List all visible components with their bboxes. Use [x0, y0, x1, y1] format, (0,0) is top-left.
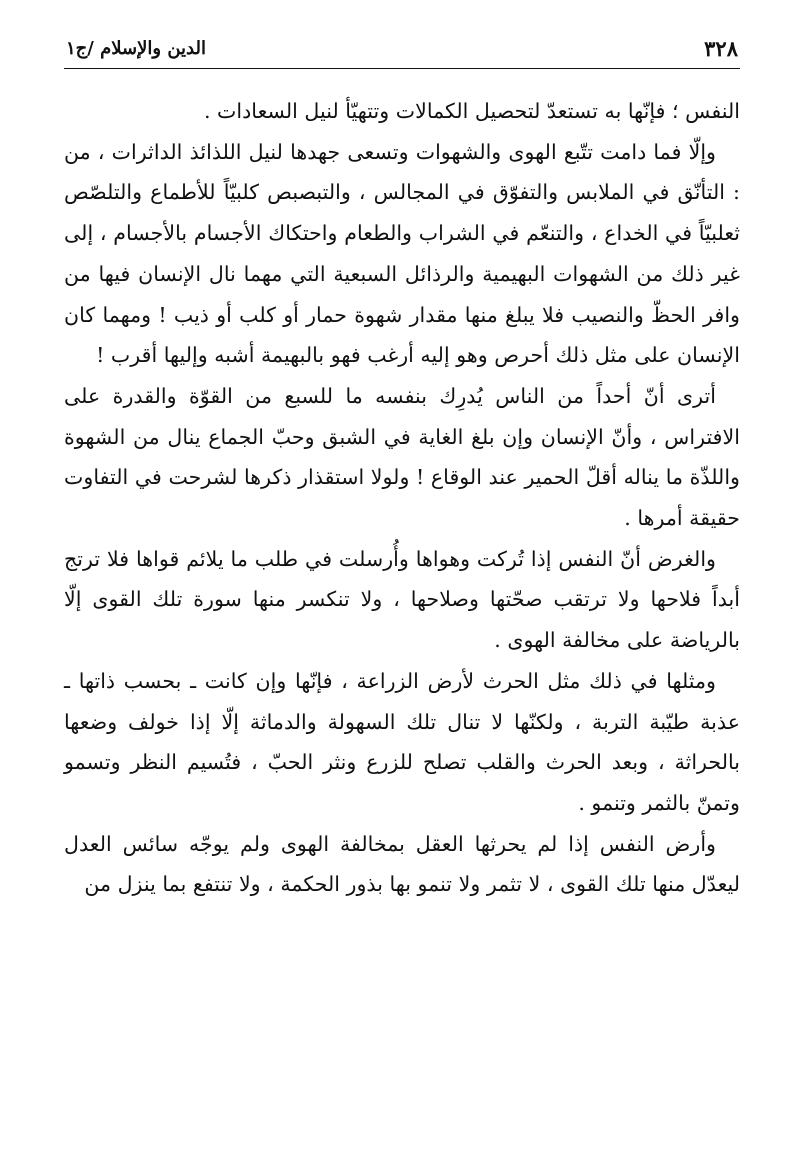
- paragraph: وإلّا فما دامت تتّبع الهوى والشهوات وتسعى جهدها لنيل اللذائذ الداثرات ، من : التأنّق في الملابس والتفوّق في المجالس ، والتبصبص كلبيّاً للأطماع والتلصّص ثعلبيّاً في الخداع ، والتنعّم في الشراب والطعام واحتكاك الأجسام بالأجسام ، إلى غير ذلك من الشهوات البهيمية والرذائل السبعية التي مهما نال الإنسان فيها من وافر الحظّ والنصيب فلا يبلغ منها مقدار شهوة حمار أو كلب أو ذيب ! ومهما كان الإنسان على مثل ذلك أحرص وهو إليه أرغب فهو بالبهيمة أشبه وإليها أقرب !: [64, 139, 740, 368]
- body-text: [64, 91, 740, 905]
- book-title: الدين والإسلام /ج١: [66, 38, 206, 59]
- paragraph: أترى أنّ أحداً من الناس يُدرِك بنفسه ما للسبع من القوّة والقدرة على الافتراس ، وأنّ الإنسان وإن بلغ الغاية في الشبق وحبّ الجماع ينال من الشهوة واللذّة ما يناله أقلّ الحمير عند الوقاع ! ولولا استقذار ذكرها لشرحت في التفاوت حقيقة أمرها .: [64, 383, 740, 531]
- header-rule: [64, 68, 740, 69]
- page-number: ٣٢٨: [704, 36, 738, 61]
- paragraph: والغرض أنّ النفس إذا تُركت وهواها وأُرسلت في طلب ما يلائم قواها فلا ترتج أبداً فلاحها ولا ترتقب صحّتها وصلاحها ، ولا تنكسر منها سورة تلك القوى إلّا بالرياضة على مخالفة الهوى .: [64, 546, 740, 653]
- running-header: [64, 26, 740, 66]
- book-page: [64, 26, 740, 1146]
- paragraph-continuation: النفس ؛ فإنّها به تستعدّ لتحصيل الكمالات وتتهيّأ لنيل السعادات .: [203, 99, 740, 123]
- paragraph: ومثلها في ذلك مثل الحرث لأرض الزراعة ، فإنّها وإن كانت ـ بحسب ذاتها ـ عذبة طيّبة التربة ، ولكنّها لا تنال تلك السهولة والدماثة إلّا إذا خولف وضعها بالحراثة ، وبعد الحرث والقلب تصلح للزرع ونثر الحبّ ، فتُسيم النظر وتسمو وتمنّ بالثمر وتنمو .: [64, 668, 740, 815]
- paragraph: وأرض النفس إذا لم يحرثها العقل بمخالفة الهوى ولم يوجّه سائس العدل ليعدّل منها تلك القوى ، لا تثمر ولا تنمو بها بذور الحكمة ، ولا تنتفع بما ينزل من: [64, 831, 740, 897]
